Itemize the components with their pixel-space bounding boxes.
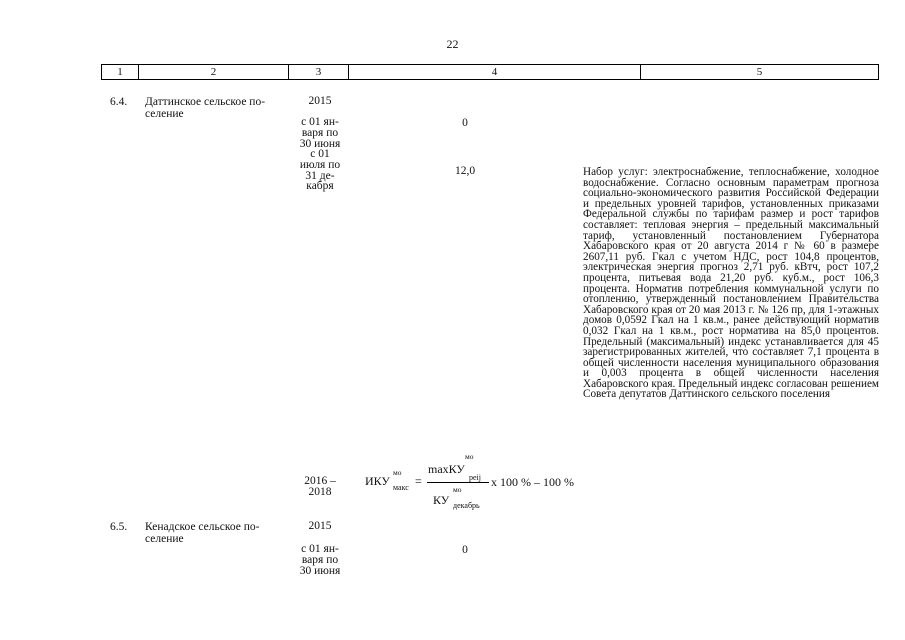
- formula-num-sub: реij: [469, 473, 481, 482]
- formula-num-sup: мо: [465, 452, 474, 461]
- column-header-2: 2: [139, 65, 289, 79]
- description-text: Набор услуг: электроснабжение, теплоснабжение, холодное водоснабжение. Согласно основным параметрам прогноза социально-экономического развития Российской Федерации и предельных уровней тарифов, установленных приказами Федеральной службы по тарифам размер и рост тарифов составляет: тепловая энергия – предельный максимальный тариф, установленный постановлением Губернатора Хабаровского края от 20 августа 2014 г № 60 в размере 2607,11 руб. Гкал с учетом НДС, рост 104,8 процентов, электрическая энергия прогноз 2,71 руб. кВтч, рост 107,2 процента, питьевая вода 21,20 руб. куб.м., рост 106,3 процента. Норматив потребления коммунальной услуги по отоплению, утвержденный постановлением Правительства Хабаровского края от 20 мая 2013 г. № 126 пр, для 1-этажных домов 0,0592 Гкал на 1 кв.м., ранее действующий норматив 0,032 Гкал на 1 кв.м., рост норматива на 85,0 процентов. Предельный (максимальный) индекс устанавливается для 45 зарегистрированных жителей, что составляет 7,1 процента в общей численности населения муниципального образования и 0,003 процента в общей численности населения Хабаровского края. Предельный индекс согласован решением Совета депутатов Даттинского сельского поселения: [583, 166, 879, 401]
- formula-den-sup: мо: [453, 485, 462, 494]
- index-formula: [365, 452, 585, 512]
- period-cell: с 01 июля по 31 де- кабря: [299, 148, 341, 193]
- column-header-1: 1: [102, 65, 139, 79]
- period-cell: 2015: [308, 520, 332, 532]
- formula-tail: х 100 % – 100 %: [491, 475, 574, 489]
- period-cell: 2016 – 2018: [304, 475, 336, 498]
- table-header: [101, 64, 879, 80]
- settlement-name: Даттинское сельское по- селение: [145, 96, 266, 120]
- formula-lhs-sup: мо: [393, 468, 402, 477]
- column-header-4: 4: [349, 65, 641, 79]
- formula-lhs-sub: макс: [393, 483, 409, 492]
- formula-equals: =: [415, 474, 422, 488]
- row-number: 6.5.: [110, 521, 128, 533]
- value-cell: 0: [462, 117, 468, 129]
- value-cell: 0: [462, 544, 468, 556]
- formula-numerator: maxКУ: [428, 462, 465, 476]
- period-cell: 2015: [308, 95, 332, 107]
- fraction-line: [427, 482, 489, 483]
- settlement-name: Кенадское сельское по- селение: [145, 521, 260, 545]
- formula-denominator: КУ: [433, 493, 450, 507]
- period-cell: с 01 ян- варя по 30 июня: [299, 543, 341, 577]
- page-number: 22: [446, 37, 459, 51]
- column-header-5: 5: [756, 66, 763, 78]
- period-cell: с 01 ян- варя по 30 июня: [299, 116, 341, 150]
- formula-den-sub: декабрь: [453, 501, 480, 510]
- row-number: 6.4.: [110, 96, 128, 108]
- value-cell: 12,0: [454, 165, 476, 177]
- formula-lhs: ИКУ: [365, 474, 390, 488]
- column-header-3: 3: [289, 65, 349, 79]
